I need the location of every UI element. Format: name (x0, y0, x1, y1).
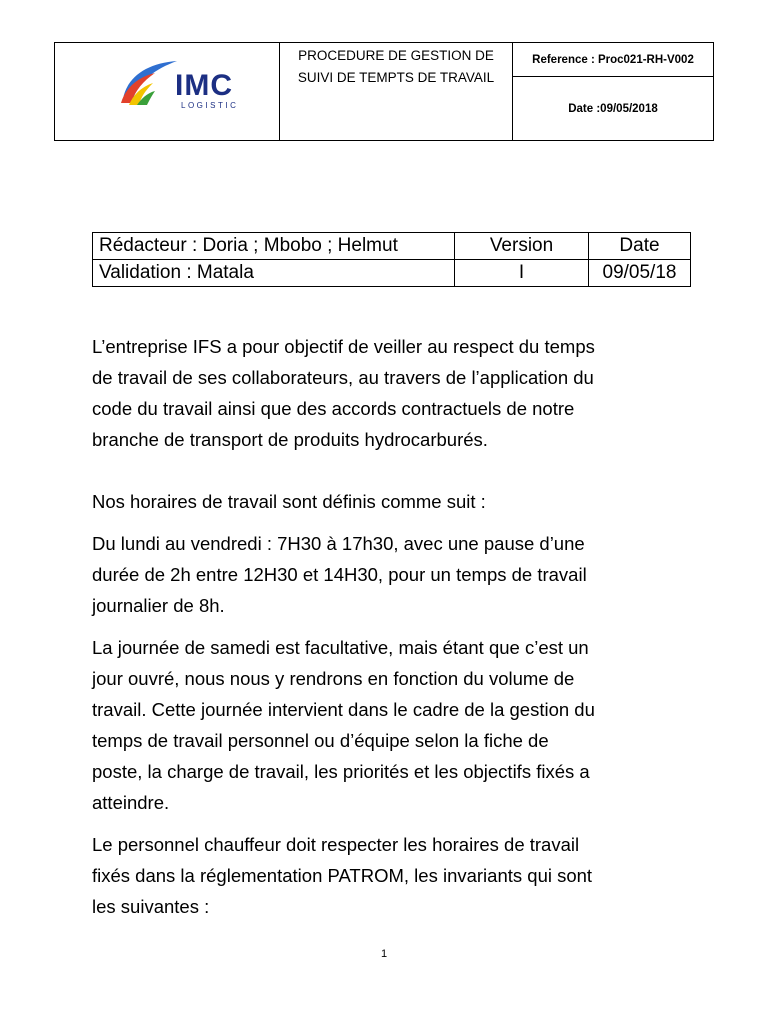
document-header (54, 42, 714, 141)
paragraph-drivers: Le personnel chauffeur doit respecter les horaires de travail fixés dans la réglementation PATROM, les invariants qui sont les suivantes : (92, 834, 593, 917)
validation-cell: Validation : Matala (93, 260, 455, 287)
reference-cell: Reference : Proc021-RH-V002 (513, 43, 714, 77)
logo-swoosh-icon (119, 55, 179, 110)
logo-subtext: LOGISTIC (181, 101, 239, 110)
date-value-cell: 09/05/18 (589, 260, 691, 287)
author-cell: Rédacteur : Doria ; Mbobo ; Helmut (93, 233, 455, 260)
version-header-cell: Version (455, 233, 589, 260)
paragraph-schedule-intro: Nos horaires de travail sont définis comme suit : (92, 491, 486, 512)
paragraph-weekday-hours: Du lundi au vendredi : 7H30 à 17h30, avec une pause d’une durée de 2h entre 12H30 et 14H30, pour un temps de travail journalier de 8h. (92, 533, 587, 616)
version-value-cell: I (455, 260, 589, 287)
date-header-cell: Date (589, 233, 691, 260)
table-row (93, 260, 691, 287)
document-body (92, 331, 692, 922)
page-number: 1 (380, 948, 388, 960)
paragraph-objective: L’entreprise IFS a pour objectif de veiller au respect du temps de travail de ses collaborateurs, au travers de l’application du code du travail ainsi que des accords contractuels de notre branche de transport de produits hydrocarburés. (92, 336, 595, 450)
logo-cell (55, 43, 280, 141)
revision-table (92, 232, 691, 287)
imc-logistic-logo (119, 55, 254, 115)
paragraph-saturday: La journée de samedi est facultative, mais étant que c’est un jour ouvré, nous nous y rendrons en fonction du volume de travail. Cette journée intervient dans le cadre de la gestion du temps de travail personnel ou d’équipe selon la fiche de poste, la charge de travail, les priorités et les objectifs fixés a atteindre. (92, 637, 595, 813)
table-row (93, 233, 691, 260)
date-cell: Date :09/05/2018 (513, 77, 714, 141)
procedure-title: PROCEDURE DE GESTION DE SUIVI DE TEMPTS DE TRAVAIL (280, 43, 513, 141)
logo-text: IMC (175, 69, 233, 102)
